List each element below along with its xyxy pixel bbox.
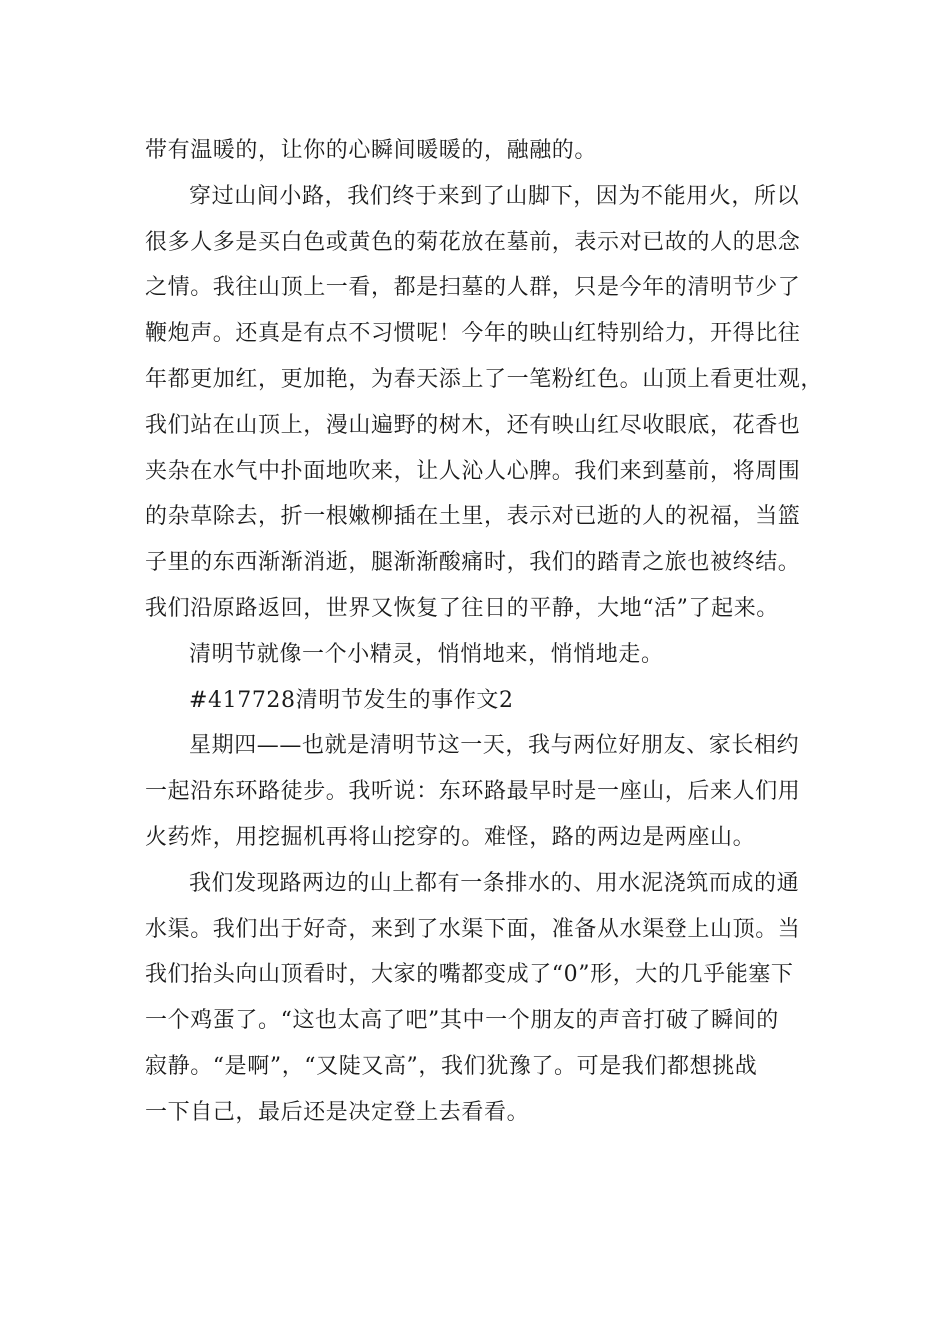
- text-line: 我们发现路两边的山上都有一条排水的、用水泥浇筑而成的通: [189, 870, 800, 896]
- text-line: 火药炸，用挖掘机再将山挖穿的。难怪，路的两边是两座山。: [145, 824, 756, 850]
- text-line: 鞭炮声。还真是有点不习惯呢！今年的映山红特别给力，开得比往: [145, 321, 801, 347]
- text-line: 一起沿东环路徒步。我听说：东环路最早时是一座山，后来人们用: [145, 779, 801, 805]
- text-line: 水渠。我们出于好奇，来到了水渠下面，准备从水渠登上山顶。当: [145, 916, 801, 942]
- text-line: 一下自己，最后还是决定登上去看看。: [145, 1099, 530, 1125]
- text-line: #417728清明节发生的事作文2: [189, 687, 514, 713]
- text-line: 的杂草除去，折一根嫩柳插在土里，表示对已逝的人的祝福，当篮: [145, 504, 801, 530]
- document-body: [145, 128, 835, 1136]
- text-line: 我们沿原路返回，世界又恢复了往日的平静，大地“活”了起来。: [145, 595, 779, 621]
- text-line: 带有温暖的，让你的心瞬间暖暖的，融融的。: [145, 138, 598, 163]
- text-line: 我们抬头向山顶看时，大家的嘴都变成了“0”形，大的几乎能塞下: [145, 962, 794, 988]
- text-line: 很多人多是买白色或黄色的菊花放在墓前，表示对已故的人的思念: [145, 229, 801, 255]
- text-line: 穿过山间小路，我们终于来到了山脚下，因为不能用火，所以: [189, 183, 800, 209]
- text-line: 夹杂在水气中扑面地吹来，让人沁人心脾。我们来到墓前，将周围: [145, 458, 801, 484]
- text-line: 清明节就像一个小精灵，悄悄地来，悄悄地走。: [189, 641, 664, 667]
- text-line: 一个鸡蛋了。“这也太高了吧”其中一个朋友的声音打破了瞬间的: [145, 1008, 779, 1034]
- text-line: 子里的东西渐渐消逝，腿渐渐酸痛时，我们的踏青之旅也被终结。: [145, 550, 801, 576]
- text-line: 寂静。“是啊”，“又陡又高”，我们犹豫了。可是我们都想挑战: [145, 1053, 758, 1079]
- text-line: 之情。我往山顶上一看，都是扫墓的人群，只是今年的清明节少了: [145, 275, 801, 301]
- text-line: 星期四——也就是清明节这一天，我与两位好朋友、家长相约: [189, 733, 800, 759]
- text-line: 年都更加红，更加艳，为春天添上了一笔粉红色。山顶上看更壮观，: [145, 366, 824, 392]
- text-line: 我们站在山顶上，漫山遍野的树木，还有映山红尽收眼底，花香也: [145, 412, 801, 438]
